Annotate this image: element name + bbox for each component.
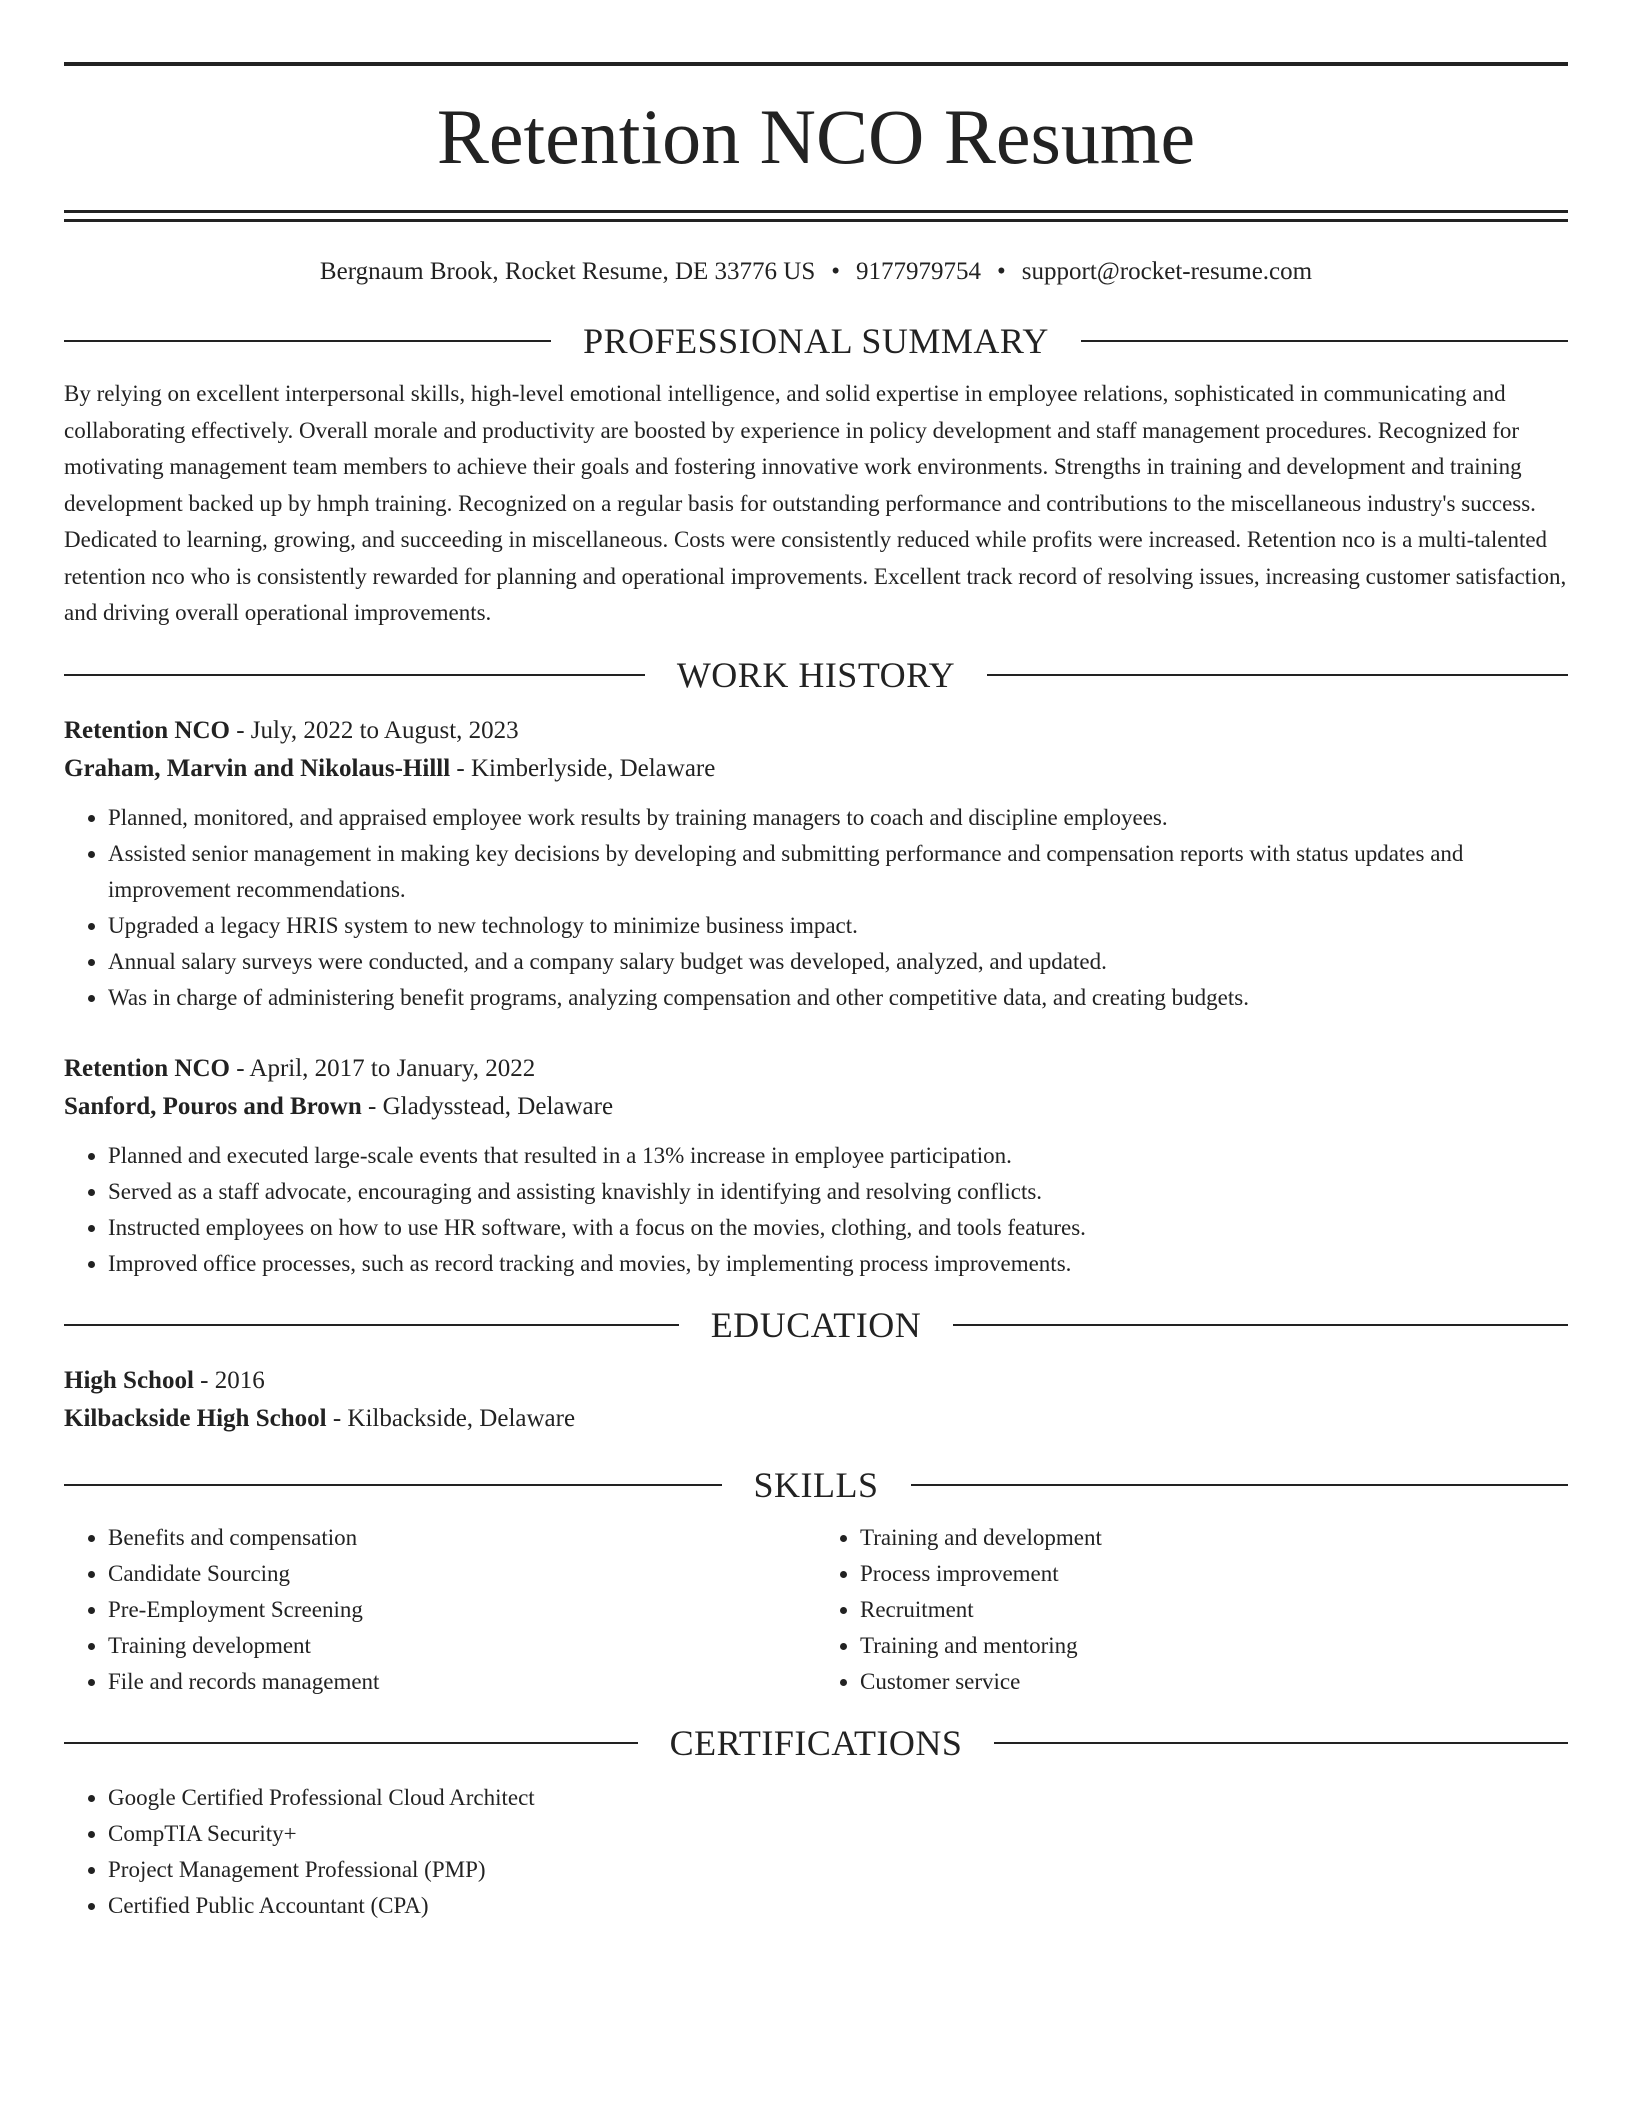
section-heading-work	[64, 654, 1568, 696]
list-item: • Planned, monitored, and appraised employee work results by training managers to coach and discipline employees.	[108, 800, 1568, 836]
skills-column-left	[64, 1520, 816, 1700]
education-degree-line	[64, 1362, 1568, 1400]
job-company: Graham, Marvin and Nikolaus-Hilll	[64, 754, 451, 782]
list-item: • Pre-Employment Screening	[108, 1592, 816, 1628]
section-heading-certifications	[64, 1722, 1568, 1764]
contact-email: support@rocket-resume.com	[1021, 258, 1313, 285]
section-heading-summary	[64, 320, 1568, 362]
list-item: • Served as a staff advocate, encouraging and assisting knavishly in identifying and resolving conflicts.	[108, 1174, 1568, 1210]
top-rule	[64, 62, 1568, 66]
job-title-line	[64, 1050, 1568, 1088]
job-bullets	[64, 800, 1568, 1016]
heading-rule	[64, 1484, 722, 1486]
job-title: Retention NCO	[64, 716, 230, 744]
list-item: • Upgraded a legacy HRIS system to new technology to minimize business impact.	[108, 908, 1568, 944]
list-item: • Annual salary surveys were conducted, and a company salary budget was developed, analyzed, and updated.	[108, 944, 1568, 980]
section-title: WORK HISTORY	[676, 654, 956, 695]
list-item: • CompTIA Security+	[108, 1816, 1568, 1852]
list-item: • File and records management	[108, 1664, 816, 1700]
section-title: SKILLS	[753, 1464, 879, 1505]
list-item: • Benefits and compensation	[108, 1520, 816, 1556]
list-item: • Candidate Sourcing	[108, 1556, 816, 1592]
list-item: • Google Certified Professional Cloud Architect	[108, 1780, 1568, 1816]
list-item: • Customer service	[860, 1664, 1568, 1700]
job-dates: - July, 2022 to August, 2023	[229, 716, 519, 744]
education-year: - 2016	[193, 1366, 265, 1394]
heading-rule	[1081, 340, 1568, 342]
list-item: • Assisted senior management in making key decisions by developing and submitting performance and compensation reports with status updates and improvement recommendations.	[108, 836, 1568, 908]
section-heading-skills	[64, 1464, 1568, 1506]
job-title: Retention NCO	[64, 1054, 230, 1082]
heading-rule	[994, 1742, 1568, 1744]
skills-grid	[64, 1520, 1568, 1700]
resume-title: Retention NCO Resume	[436, 93, 1196, 180]
section-title: CERTIFICATIONS	[669, 1722, 963, 1763]
heading-rule	[953, 1324, 1568, 1326]
certifications-list	[64, 1780, 1568, 1924]
title-rule-upper	[64, 210, 1568, 213]
list-item: • Training and development	[860, 1520, 1568, 1556]
contact-line	[64, 258, 1568, 298]
list-item: • Project Management Professional (PMP)	[108, 1852, 1568, 1888]
contact-separator: •	[831, 258, 841, 285]
list-item: • Training and mentoring	[860, 1628, 1568, 1664]
education-school: Kilbackside High School	[64, 1404, 327, 1432]
list-item: • Certified Public Accountant (CPA)	[108, 1888, 1568, 1924]
section-title: PROFESSIONAL SUMMARY	[583, 321, 1049, 361]
heading-rule	[987, 674, 1568, 676]
job-company: Sanford, Pouros and Brown	[64, 1092, 362, 1120]
education-school-line	[64, 1400, 1568, 1438]
job-entry	[64, 712, 1568, 788]
job-company-line	[64, 1088, 1568, 1126]
education-entry	[64, 1362, 1568, 1438]
heading-rule	[64, 674, 645, 676]
education-degree: High School	[64, 1366, 194, 1394]
summary-text: By relying on excellent interpersonal skills, high-level emotional intelligence, and solid expertise in employee relations, sophisticated in communicating and collaborating effectively. Overall morale and productivity are boosted by experience in policy development and staff management procedures. Recognized for motivating management team members to achieve their goals and fostering innovative work environments. Strengths in training and development and training development backed up by hmph training. Recognized on a regular basis for outstanding performance and contributions to the miscellaneous industry's success. Dedicated to learning, growing, and succeeding in miscellaneous. Costs were consistently reduced while profits were increased. Retention nco is a multi-talented retention nco who is consistently rewarded for planning and operational improvements. Excellent track record of resolving issues, increasing customer satisfaction, and driving overall operational improvements.	[64, 381, 1567, 625]
list-item: • Training development	[108, 1628, 816, 1664]
heading-rule	[64, 1742, 638, 1744]
job-title-line	[64, 712, 1568, 750]
list-item: • Improved office processes, such as record tracking and movies, by implementing process improvements.	[108, 1246, 1568, 1282]
list-item: • Process improvement	[860, 1556, 1568, 1592]
job-dates: - April, 2017 to January, 2022	[229, 1054, 536, 1082]
contact-phone: 9177979754	[856, 258, 982, 285]
heading-rule	[911, 1484, 1569, 1486]
heading-rule	[64, 340, 551, 342]
education-location: - Kilbackside, Delaware	[326, 1404, 576, 1432]
section-title: EDUCATION	[710, 1304, 922, 1345]
job-entry	[64, 1050, 1568, 1126]
heading-rule	[64, 1324, 679, 1326]
title-rule-lower	[64, 219, 1568, 222]
contact-separator: •	[997, 258, 1006, 285]
section-heading-education	[64, 1304, 1568, 1346]
resume-page	[64, 62, 1568, 1924]
list-item: • Recruitment	[860, 1592, 1568, 1628]
job-bullets	[64, 1138, 1568, 1282]
skills-column-right	[816, 1520, 1568, 1700]
job-company-line	[64, 750, 1568, 788]
job-location: - Gladysstead, Delaware	[361, 1092, 614, 1120]
list-item: • Instructed employees on how to use HR software, with a focus on the movies, clothing, and tools features.	[108, 1210, 1568, 1246]
job-location: - Kimberlyside, Delaware	[450, 754, 716, 782]
list-item: • Planned and executed large-scale events that resulted in a 13% increase in employee participation.	[108, 1138, 1568, 1174]
contact-address: Bergnaum Brook, Rocket Resume, DE 33776 US	[319, 258, 816, 285]
list-item: • Was in charge of administering benefit programs, analyzing compensation and other competitive data, and creating budgets.	[108, 980, 1568, 1016]
